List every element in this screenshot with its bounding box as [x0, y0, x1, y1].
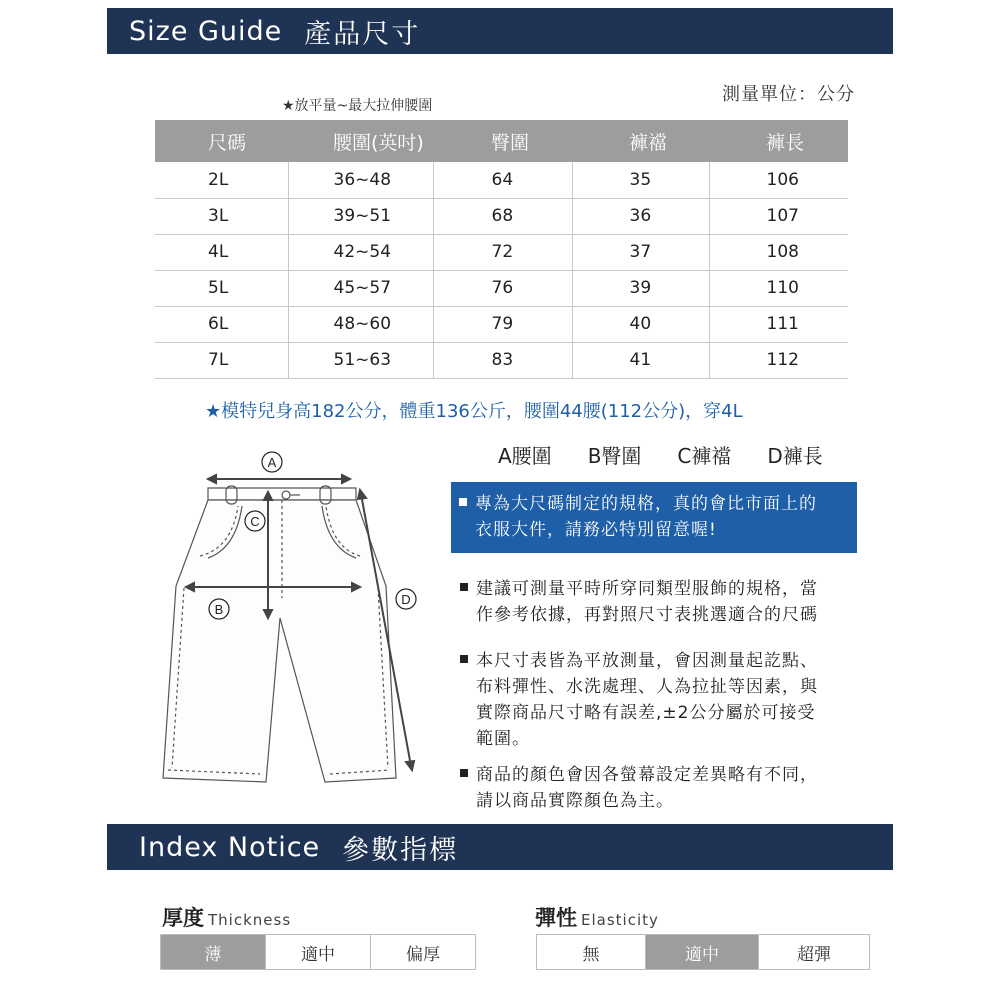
cell-waist: 39~51 — [288, 198, 433, 234]
pants-measurement-diagram — [160, 448, 425, 800]
legend-c: C褲襠 — [677, 444, 732, 468]
cell-length: 107 — [709, 198, 848, 234]
header-size: 尺碼 — [155, 120, 288, 162]
table-row — [155, 270, 848, 306]
cell-rise: 37 — [572, 234, 709, 270]
thickness-label — [162, 902, 291, 932]
measurement-unit: 測量單位：公分 — [722, 84, 855, 105]
cell-waist: 51~63 — [288, 342, 433, 378]
bullet-square-icon — [459, 498, 467, 506]
legend-b: B臀圍 — [587, 444, 642, 468]
cell-rise: 36 — [572, 198, 709, 234]
cell-length: 106 — [709, 162, 848, 198]
notice-text: 建議可測量平時所穿同類型服飾的規格，當 — [476, 579, 818, 599]
table-row — [155, 306, 848, 342]
svg-text:B: B — [214, 602, 224, 617]
cell-length: 112 — [709, 342, 848, 378]
notice-first-line — [460, 648, 860, 674]
elasticity-label-en: Elasticity — [581, 911, 659, 929]
index-notice-title-zh: 參數指標 — [342, 834, 459, 866]
marker-c — [245, 511, 265, 531]
cell-size: 4L — [155, 234, 288, 270]
waist-measure-note: ★放平量~最大拉伸腰圍 — [282, 98, 433, 114]
notice-text: 布料彈性、水洗處理、人為拉扯等因素，與 — [476, 677, 818, 697]
highlight-line-2: 衣服大件，請務必特別留意喔! — [475, 520, 717, 540]
notice-first-line — [460, 576, 860, 602]
pants-outline — [163, 486, 396, 782]
cell-hip: 64 — [433, 162, 572, 198]
cell-waist: 42~54 — [288, 234, 433, 270]
cell-size: 7L — [155, 342, 288, 378]
table-row — [155, 342, 848, 378]
notice-item — [460, 576, 860, 628]
header-waist: 腰圍(英吋) — [288, 120, 433, 162]
cell-rise: 41 — [572, 342, 709, 378]
header-length: 褲長 — [709, 120, 848, 162]
cell-length: 108 — [709, 234, 848, 270]
table-row — [155, 198, 848, 234]
bullet-square-icon — [460, 655, 468, 663]
thickness-label-zh: 厚度 — [162, 906, 204, 930]
cell-hip: 72 — [433, 234, 572, 270]
cell-length: 110 — [709, 270, 848, 306]
cell-hip: 79 — [433, 306, 572, 342]
notice-first-line — [460, 762, 860, 788]
thickness-label-en: Thickness — [208, 911, 292, 929]
elasticity-scale — [536, 934, 870, 970]
measure-legend — [498, 440, 823, 469]
cell-length: 111 — [709, 306, 848, 342]
marker-b — [209, 599, 229, 619]
svg-text:C: C — [250, 514, 260, 529]
cell-rise: 39 — [572, 270, 709, 306]
cell-size: 6L — [155, 306, 288, 342]
elasticity-label-zh: 彈性 — [535, 906, 577, 930]
cell-rise: 40 — [572, 306, 709, 342]
cell-waist: 36~48 — [288, 162, 433, 198]
model-info-note: ★模特兒身高182公分，體重136公斤，腰圍44腰(112公分)，穿4L — [205, 401, 743, 422]
cell-hip: 76 — [433, 270, 572, 306]
cell-rise: 35 — [572, 162, 709, 198]
cell-size: 5L — [155, 270, 288, 306]
thickness-option: 薄 — [161, 935, 265, 969]
legend-d: D褲長 — [767, 444, 823, 468]
legend-a: A腰圍 — [498, 444, 552, 468]
bullet-square-icon — [460, 769, 468, 777]
size-table — [155, 120, 848, 379]
size-guide-title-zh: 產品尺寸 — [304, 18, 421, 50]
highlight-notice — [451, 482, 857, 553]
header-rise: 褲襠 — [572, 120, 709, 162]
cell-hip: 68 — [433, 198, 572, 234]
notice-item — [460, 762, 860, 814]
cell-size: 2L — [155, 162, 288, 198]
thickness-scale — [160, 934, 476, 970]
size-guide-title-en: Size Guide — [129, 15, 283, 47]
index-notice-banner — [107, 824, 893, 870]
notice-text: 請以商品實際顏色為主。 — [476, 791, 674, 811]
index-notice-title-en: Index Notice — [139, 831, 321, 863]
cell-waist: 48~60 — [288, 306, 433, 342]
table-row — [155, 234, 848, 270]
elasticity-option: 無 — [582, 944, 600, 965]
svg-text:D: D — [401, 592, 411, 607]
thickness-option: 適中 — [265, 935, 370, 969]
notice-text: 作參考依據，再對照尺寸表挑選適合的尺碼 — [476, 605, 818, 625]
header-hip: 臀圍 — [433, 120, 572, 162]
size-guide-banner — [107, 8, 893, 54]
svg-text:A: A — [267, 455, 277, 470]
cell-hip: 83 — [433, 342, 572, 378]
notice-text: 範圍。 — [476, 729, 530, 749]
cell-waist: 45~57 — [288, 270, 433, 306]
table-row — [155, 162, 848, 198]
marker-a — [262, 452, 282, 472]
highlight-line-1: 專為大尺碼制定的規格，真的會比市面上的 — [475, 494, 817, 514]
marker-d — [396, 589, 416, 609]
elasticity-option: 超彈 — [758, 935, 869, 969]
notice-item — [460, 648, 860, 752]
notice-text: 本尺寸表皆為平放測量，會因測量起訖點、 — [476, 651, 818, 671]
elasticity-label — [535, 902, 659, 932]
bullet-square-icon — [460, 583, 468, 591]
thickness-option: 偏厚 — [370, 935, 475, 969]
cell-size: 3L — [155, 198, 288, 234]
elasticity-option: 適中 — [645, 935, 758, 969]
notice-text: 商品的顏色會因各螢幕設定差異略有不同， — [476, 765, 818, 785]
notice-text: 實際商品尺寸略有誤差,±2公分屬於可接受 — [476, 703, 816, 723]
table-header-row — [155, 120, 848, 162]
